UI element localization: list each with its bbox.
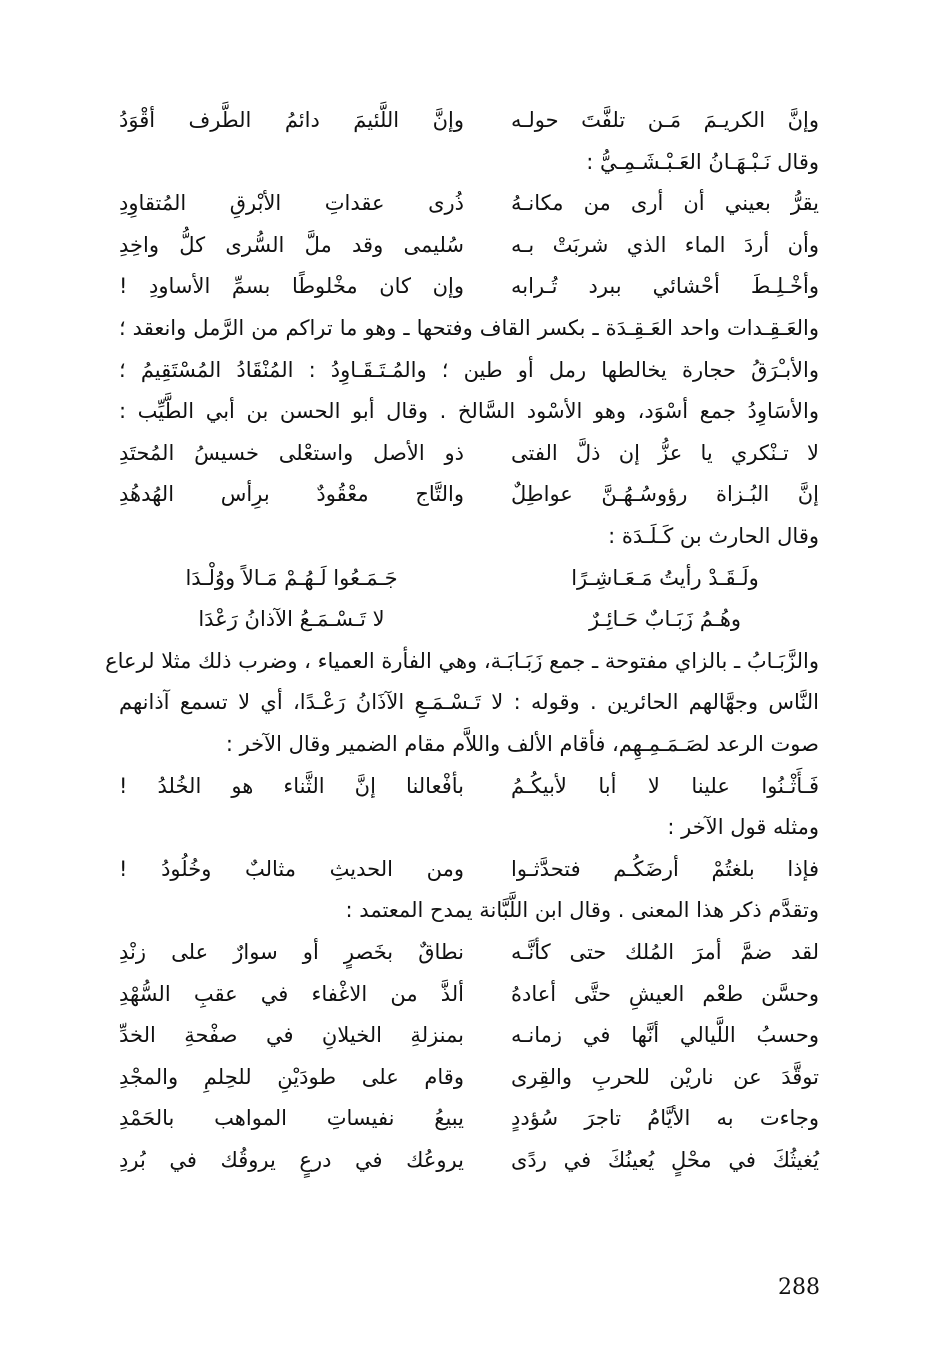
verse-first-hemistich: فإذا بلغتُمْ أرضَكُـم فتحدَّثـوا [511,856,819,881]
verse-line [119,183,819,223]
verse-second-hemistich: لا تَـسْـمَـعُ الآذانُ رَعْدَا [198,607,385,632]
verse-first-hemistich: وحسبُ اللَّيالي أنَّها في زمانـه [511,1023,819,1048]
verse-line [119,1015,819,1055]
verse-second-hemistich: وقام على طودَيْنِ للحِلمِ والمجْدِ [119,1064,464,1089]
verse-second-hemistich: جَـمَـعُوا لَـهُـمْ مَـالاً ووُلْـدَا [185,565,398,590]
verse-line [119,1098,819,1138]
prose-line: والعَـقِـدات واحد العَـقِـدَة ـ بكسر القاف وفتحها ـ وهو ما تراكم من الرَّمل وانعقد ؛ [119,316,819,340]
prose-line: النَّاس وجهَّالهم الحائرين . وقوله : لا تَـسْـمَـعِ الآذَانُ رَعْـدًا، أي لا تسمع آذانهم [119,690,819,715]
prose-line: وتقدَّم ذكر هذا المعنى . وقال ابن اللَّبَّانة يمدح المعتمد : [345,898,819,923]
verse-second-hemistich: ذو الأصل واستعْلى خسيسُ المُحتَدِ [119,440,464,465]
verse-first-hemistich: يُغيثُكَ في محْلٍ يُعينُكَ في ردًى [511,1148,819,1172]
verse-second-hemistich: ألذَّ من الاغْفاء في عقبِ السُّهْدِ [119,981,464,1006]
prose-line: والأسَاوِدُ جمع أسْوَد، وهو الأسْود السَّالخ . وقال أبو الحسن بن أبي الطَّيِّب : [119,399,819,424]
verse-second-hemistich: يبيعُ نفيساتِ المواهب بالحَمْدِ [119,1106,464,1131]
verse-second-hemistich: يروعُك في درعٍ يروقُك في بُردِ [119,1148,464,1172]
verse-first-hemistich: وجاءت به الأيَّامُ تاجرَ سُؤددٍ [511,1106,819,1131]
verse-first-hemistich: وإنَّ الكريـمَ مَـن تلفَّتَ حولـه [511,108,819,132]
verse-first-hemistich: وأن أردَ الماء الذي شربَتْ بـه [511,232,819,257]
prose-line: والأبـْرَقُ حجارة يخالطها رمل أو طين ؛ والمُـتَـقَـاوِدُ : المُنْقَادُ المُسْتَقِيمُ ؛ [119,357,819,382]
verse-line [119,1140,819,1180]
prose-line: صوت الرعد لصَـمَـمِـهِم، فأقام الألف واللاَّم مقام الضمير وقال الآخر : [225,732,819,756]
verse-second-hemistich: سُليمى وقد ملَّ السُّرى كلُّ واخِدِ [119,232,464,257]
verse-line [119,100,819,140]
verse-second-hemistich: وإنَّ اللَّئيمَ دائمُ الطَّرف أقْوَدُ [119,108,464,132]
verse-line [119,1057,819,1097]
verse-first-hemistich: فَـأَثْـنُوا علينا لا أبا لأبيكُـمُ [511,773,819,798]
verse-line [119,474,819,514]
verse-line [119,225,819,265]
verse-second-hemistich: والتَّاج معْقُودٌ برِأس الهُدهُدِ [119,482,464,507]
verse-first-hemistich: ولَـقَـدْ رأيتُ مَـعَـاشِـرًا [571,565,759,590]
page-number: 288 [778,1275,820,1300]
verse-line [119,766,819,806]
prose-line: وقال نَـبْـهَـانُ العَـبْـشَـمِـيُّ : [586,149,819,174]
verse-line [119,974,819,1014]
verse-first-hemistich: لا تـنْكري يا عزُّ إن ذلَّ الفتى [511,440,819,465]
verse-second-hemistich: بمنزلةِ الخيلانِ في صفْحةِ الخدِّ [119,1023,464,1048]
verse-line [119,558,819,598]
verse-first-hemistich: يقرُّ بعيني أن أرى من مكانـهُ [511,191,819,216]
verse-first-hemistich: لقد ضمَّ أمرَ المُلك حتى كأنَّـه [511,940,819,964]
prose-line: وقال الحارث بن كَـلَـدَة : [608,524,819,548]
verse-second-hemistich: نطاقٌ بخَصرٍ أو سوارٌ على زنْدِ [119,940,464,964]
verse-second-hemistich: ومن الحديثِ مثالبٌ وخُلُودُ ! [119,856,464,881]
verse-first-hemistich: توقَّدَ عن ناريْن للحربِ والقِرى [511,1064,819,1089]
prose-line: والزَّبَـابُ ـ بالزاي مفتوحة ـ جمع زَبَـابَـة، وهي الفأرة العمياء ، وضرب ذلك مثلا لرعاع [105,648,819,673]
verse-line [119,266,819,306]
prose-line: ومثله قول الآخر : [667,815,819,840]
verse-first-hemistich: إنَّ البُـزاة رؤوسُـهُـنَّ عواطِلٌ [511,482,819,507]
verse-second-hemistich: وإن كان مخْلوطًا بسمِّ الأساودِ ! [119,274,464,299]
verse-line [119,433,819,473]
verse-second-hemistich: ذُرى عقداتِ الأبْرقِ المُتقاوِدِ [119,191,464,216]
verse-line [119,849,819,889]
verse-line [119,599,819,639]
verse-line [119,932,819,972]
verse-second-hemistich: بأفْعالنا إنَّ الثَّناء هو الخُلدُ ! [119,773,464,798]
verse-first-hemistich: وأخْـلِـطَ أحْشائي ببرد تُـرابه [511,274,819,299]
verse-first-hemistich: وهُـمُ زَبَـابٌ حَـائِـرٌ [588,607,742,632]
verse-first-hemistich: وحسَّن طعْم العيشِ حتَّى أعادهُ [511,981,819,1006]
